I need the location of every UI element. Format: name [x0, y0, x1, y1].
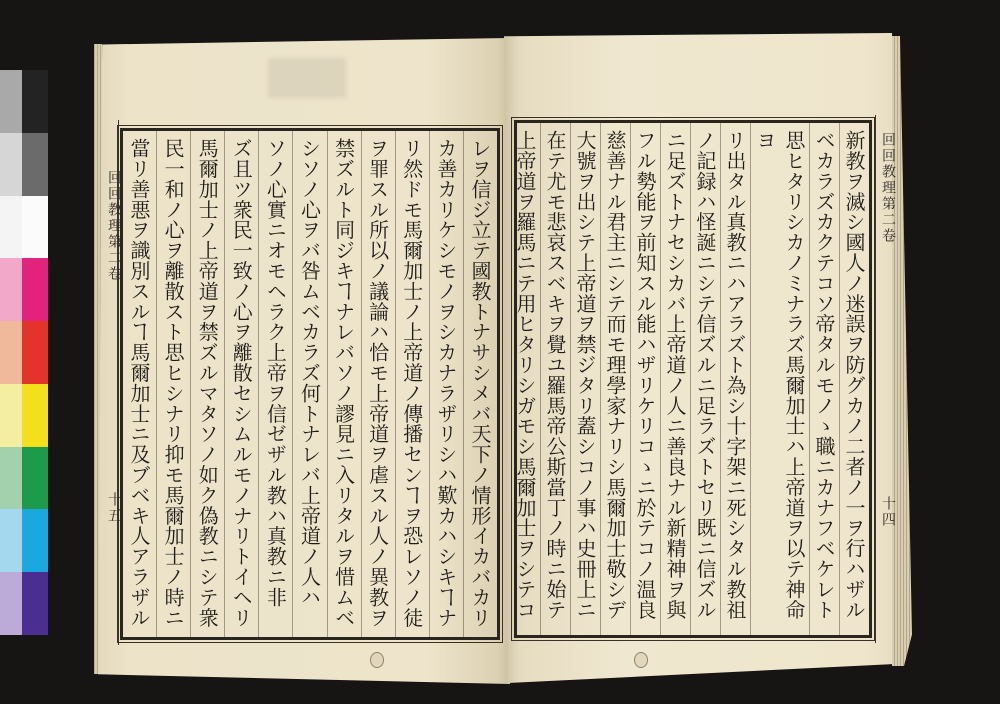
- text-column: 慈善ナル君主ニシテ而モ理學家ナリシ馬爾加士敬シデ: [600, 123, 630, 635]
- text-column: 思ヒタリシカノミナラズ馬爾加士ハ上帝道ヲ以テ神命ヨ: [750, 123, 809, 635]
- left-running-title: 回回教理第二卷: [106, 170, 122, 282]
- left-page-number: 十五: [106, 492, 122, 524]
- text-column: フル勢能ヲ前知スル能ハザリケリコゝニ於テコノ温良: [630, 123, 660, 635]
- text-column: 馬爾加士ノ上帝道ヲ禁ズルマタソノ如ク偽教ニシテ衆: [190, 131, 224, 637]
- binding-hole: [634, 652, 648, 668]
- color-calibration-strip: [0, 70, 48, 635]
- color-patch: [0, 384, 22, 447]
- text-column: 在テ尤モ悲哀スベキヲ覺ユ羅馬帝公斯當丁ノ時ニ始テ: [540, 123, 570, 635]
- text-column: ノ記録ハ怪誕ニシテ信ズルニ足ラズトセリ既ニ信ズル: [690, 123, 720, 635]
- text-column: カ善カリケシモノヲシカナラザリシハ歎カハシキヿナ: [429, 131, 463, 637]
- text-column: ベカラズカクテコソ帝タルモノゝ職ニカナフベケレト: [809, 123, 839, 635]
- text-column: 上帝道ヲ羅馬ニテ用ヒタリシガモシ馬爾加士ヲシテコ: [513, 130, 537, 620]
- text-column: ニ足ズトナセシカバ上帝道ノ人ニ善良ナル新精神ヲ與: [660, 123, 690, 635]
- text-column: 大號ヲ出シテ上帝道ヲ禁ジタリ蓋シコノ事ハ史冊上ニ: [570, 123, 600, 635]
- color-patch: [0, 321, 22, 384]
- binding-hole: [370, 652, 384, 668]
- right-page-edge: [892, 36, 912, 666]
- color-patch: [22, 509, 48, 572]
- right-margin-rule: [875, 115, 876, 643]
- color-patch: [22, 70, 48, 133]
- color-patch: [22, 384, 48, 447]
- right-text-block: [514, 120, 872, 638]
- text-column: リ出タル真教ニハアラズト為シ十字架ニ死シタル教祖: [720, 123, 750, 635]
- text-column: ヲ罪スル所以ノ議論ハ恰モ上帝道ヲ虐スル人ノ異教ヲ: [361, 131, 395, 637]
- text-column: 新教ヲ滅シ國人ノ迷誤ヲ防グカノ二者ノ一ヲ行ハザル: [839, 123, 869, 635]
- color-patch: [0, 509, 22, 572]
- color-patch: [0, 258, 22, 321]
- text-column: ソノ心實ニオモヘラク上帝ヲ信ゼザル教ハ真教ニ非: [258, 131, 292, 637]
- right-page-number: 十四: [880, 496, 896, 528]
- color-patch: [22, 572, 48, 635]
- color-patch: [22, 321, 48, 384]
- text-column: シソノ心ヲバ咎ムベカラズ何トナレバ上帝道ノ人ハ: [292, 131, 326, 637]
- show-through-stamp: [268, 58, 346, 98]
- left-text-block: [120, 128, 500, 640]
- color-patch: [22, 447, 48, 510]
- text-column: ズ且ツ衆民一致ノ心ヲ離散セシムルモノナリトイヘリ: [224, 131, 258, 637]
- text-column: 禁ズルト同ジキヿナレバソノ謬見ニ入リタルヲ惜ムベ: [327, 131, 361, 637]
- color-patch: [0, 447, 22, 510]
- color-patch: [22, 258, 48, 321]
- text-column: 民一和ノ心ヲ離散スト思ヒシナリ抑モ馬爾加士ノ時ニ: [156, 131, 190, 637]
- text-column: 當リ善悪ヲ識別スルヿ馬爾加士ニ及ブベキ人アラザル: [127, 138, 152, 628]
- color-patch: [0, 133, 22, 196]
- color-patch: [22, 133, 48, 196]
- text-column: レヲ信ジ立テ國教トナサシメバ天下ノ情形イカバカリ: [463, 131, 497, 637]
- color-patch: [0, 70, 22, 133]
- color-patch: [22, 196, 48, 259]
- color-patch: [0, 196, 22, 259]
- text-column: リ然ドモ馬爾加士ノ上帝道ノ傳播センヿヲ恐レソノ徒: [395, 131, 429, 637]
- color-patch: [0, 572, 22, 635]
- right-running-title: 回回教理第二卷: [880, 132, 896, 244]
